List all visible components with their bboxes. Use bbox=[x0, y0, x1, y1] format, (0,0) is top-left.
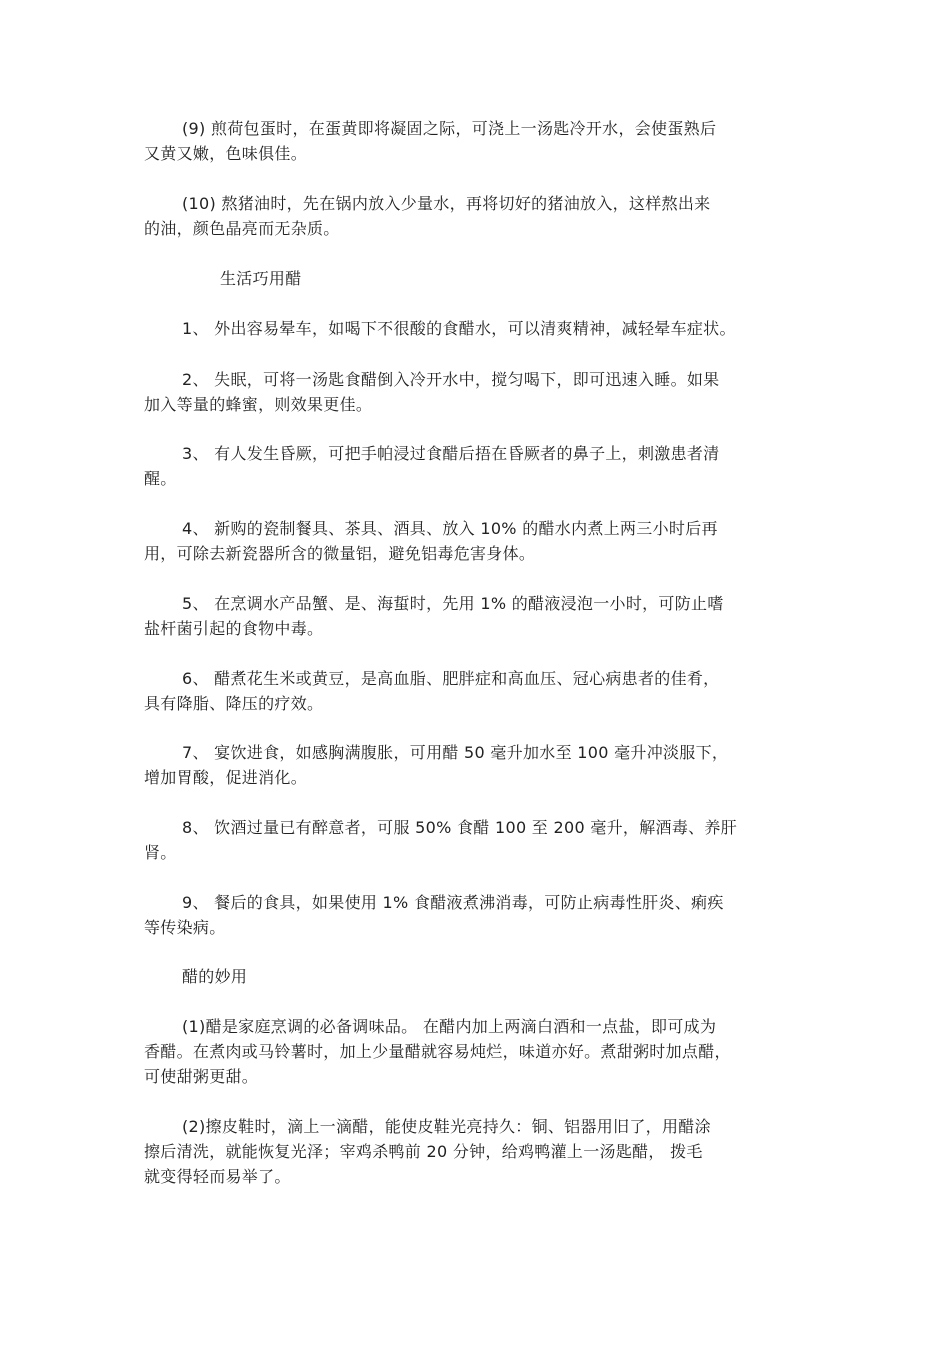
list-item-line: 具有降脂、降压的疗效。 bbox=[144, 694, 324, 713]
list-item-line: 等传染病。 bbox=[144, 918, 226, 937]
list-item-line: 用，可除去新瓷器所含的微量铝，避免铝毒危害身体。 bbox=[144, 544, 536, 563]
paragraph-line: 可使甜粥更甜。 bbox=[144, 1067, 259, 1086]
list-item-line: 增加胃酸，促进消化。 bbox=[144, 768, 308, 787]
list-item-line: 1、 外出容易晕车，如喝下不很酸的食醋水，可以清爽精神，减轻晕车症状。 bbox=[182, 319, 736, 338]
section-heading: 醋的妙用 bbox=[182, 967, 248, 986]
list-item-line: 盐杆菌引起的食物中毒。 bbox=[144, 619, 324, 638]
paragraph-line: (2)擦皮鞋时，滴上一滴醋，能使皮鞋光亮持久：铜、铝器用旧了，用醋涂 bbox=[182, 1117, 711, 1136]
list-item-line: 3、 有人发生昏厥，可把手帕浸过食醋后捂在昏厥者的鼻子上，刺激患者清 bbox=[182, 444, 720, 463]
paragraph-line: 擦后清洗，就能恢复光泽；宰鸡杀鸭前 20 分钟，给鸡鸭灌上一汤匙醋， 拨毛 bbox=[144, 1142, 703, 1161]
list-item-line: 加入等量的蜂蜜，则效果更佳。 bbox=[144, 395, 373, 414]
list-item-line: 醒。 bbox=[144, 469, 177, 488]
paragraph-line: 的油，颜色晶亮而无杂质。 bbox=[144, 219, 340, 238]
list-item-line: 2、 失眠，可将一汤匙食醋倒入冷开水中，搅匀喝下，即可迅速入睡。如果 bbox=[182, 370, 720, 389]
section-heading: 生活巧用醋 bbox=[220, 269, 302, 288]
list-item-line: 4、 新购的瓷制餐具、茶具、酒具、放入 10% 的醋水内煮上两三小时后再 bbox=[182, 519, 718, 538]
paragraph-line: (10) 熬猪油时，先在锅内放入少量水，再将切好的猪油放入，这样熬出来 bbox=[182, 194, 711, 213]
list-item-line: 6、 醋煮花生米或黄豆，是高血脂、肥胖症和高血压、冠心病患者的佳肴， bbox=[182, 669, 720, 688]
list-item-line: 7、 宴饮进食，如感胸满腹胀，可用醋 50 毫升加水至 100 毫升冲淡服下， bbox=[182, 743, 729, 762]
list-item-line: 5、 在烹调水产品蟹、是、海蜇时，先用 1% 的醋液浸泡一小时，可防止嗜 bbox=[182, 594, 724, 613]
paragraph-line: 香醋。在煮肉或马铃薯时，加上少量醋就容易炖烂，味道亦好。煮甜粥时加点醋， bbox=[144, 1042, 731, 1061]
paragraph-line: (9) 煎荷包蛋时，在蛋黄即将凝固之际，可浇上一汤匙冷开水，会使蛋熟后 bbox=[182, 119, 717, 138]
paragraph-line: 就变得轻而易举了。 bbox=[144, 1167, 291, 1186]
list-item-line: 9、 餐后的食具，如果使用 1% 食醋液煮沸消毒，可防止病毒性肝炎、痢疾 bbox=[182, 893, 724, 912]
list-item-line: 8、 饮酒过量已有醉意者，可服 50% 食醋 100 至 200 毫升，解酒毒、养肝 bbox=[182, 818, 738, 837]
paragraph-line: 又黄又嫩，色味俱佳。 bbox=[144, 144, 308, 163]
paragraph-line: (1)醋是家庭烹调的必备调味品。 在醋内加上两滴白酒和一点盐，即可成为 bbox=[182, 1017, 717, 1036]
list-item-line: 肾。 bbox=[144, 843, 177, 862]
